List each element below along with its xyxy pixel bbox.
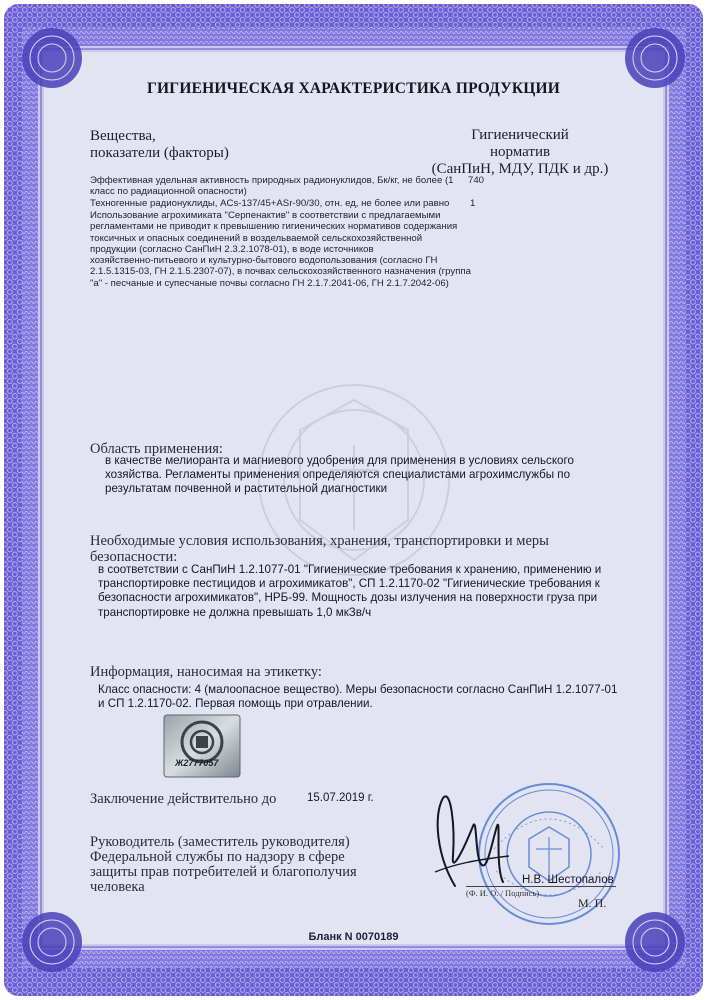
factor-value: 1 bbox=[470, 198, 476, 209]
hologram-icon bbox=[163, 714, 241, 778]
scope-line: в качестве мелиоранта и магниевого удобрения для применения в условиях сельского bbox=[105, 454, 574, 467]
head-title-line: Руководитель (заместитель руководителя) bbox=[90, 834, 350, 850]
factor-line: класс по радиационной опасности) bbox=[90, 186, 247, 198]
usage-line: хозяйственно-питьевого и культурно-бытового водопользования (согласно ГН bbox=[90, 255, 438, 267]
label-info-line: и СП 1.2.1170-02. Первая помощь при отравлении. bbox=[98, 697, 373, 711]
document-title: ГИГИЕНИЧЕСКАЯ ХАРАКТЕРИСТИКА ПРОДУКЦИИ bbox=[146, 80, 561, 97]
usage-line: 2.1.5.1315-03, ГН 2.1.5.2307-07), в почвах сельскохозяйственного назначения (группа bbox=[90, 266, 471, 278]
head-title-line: человека bbox=[90, 879, 145, 895]
conditions-line: безопасности агрохимикатов", НРБ-99. Мощность дозы излучения на поверхности груза при bbox=[98, 591, 598, 605]
scope-line: хозяйства. Регламенты применения определяются специалистами агрохимслужбы по bbox=[105, 468, 571, 482]
conditions-label-line: Необходимые условия использования, хранения, транспортировки и меры bbox=[90, 533, 549, 549]
usage-paragraph bbox=[90, 210, 510, 289]
head-title bbox=[90, 835, 450, 895]
scope-line: результатам почвенной и растительной диагностики bbox=[105, 482, 388, 496]
factor-row bbox=[90, 175, 460, 198]
factor-value: 740 bbox=[468, 175, 485, 186]
head-title-line: защиты прав потребителей и благополучия bbox=[90, 864, 357, 880]
conditions-line: транспортировке не должна превышать 1,0 мкЗв/ч bbox=[98, 605, 372, 619]
label-info-line: Класс опасности: 4 (малоопасное вещество). Меры безопасности согласно СанПиН 1.2.1077-01 bbox=[98, 683, 618, 696]
blank-number: Бланк N 0070189 bbox=[308, 931, 399, 943]
right-column-header bbox=[420, 127, 620, 178]
head-name: Н.В. Шестопалов bbox=[522, 874, 614, 886]
head-title-line: Федеральной службы по надзору в сфере bbox=[90, 849, 345, 865]
label-info-label: Информация, наносимая на этикетку: bbox=[90, 664, 322, 680]
factor-line: Техногенные радионуклиды, ACs-137/45+ASr-90/30, отн. ед, не более или равно bbox=[90, 198, 450, 209]
hologram-seal bbox=[163, 714, 241, 778]
usage-line: продукции (согласно СанПиН 2.3.2.1078-01), в воде источников bbox=[90, 243, 374, 255]
conditions-label bbox=[90, 533, 650, 565]
usage-line: Использование агрохимиката "Серпенактив" в соответствии с предлагаемыми bbox=[90, 210, 441, 221]
left-header-line: показатели (факторы) bbox=[90, 145, 229, 161]
validity-date: 15.07.2019 г. bbox=[307, 792, 374, 804]
label-info-text bbox=[98, 683, 658, 711]
factor-row bbox=[90, 198, 470, 209]
usage-line: "а" - песчаные и супесчаные почвы согласно ГН 2.1.7.2041-06, ГН 2.1.7.2042-06) bbox=[90, 277, 449, 289]
conditions-text bbox=[98, 563, 658, 620]
usage-line: токсичных и опасных соединений в воздельваемой сельскохозяйственной bbox=[90, 232, 423, 244]
scope-text bbox=[105, 454, 645, 497]
stamp-place-label: М. П. bbox=[578, 896, 607, 910]
left-header-line: Вещества, bbox=[90, 128, 156, 144]
usage-line: регламентами не приводит к превышению гигиенических нормативов содержания bbox=[90, 221, 458, 233]
scope-label: Область применения: bbox=[90, 441, 223, 457]
right-header-line: норматив bbox=[489, 144, 551, 160]
left-column-header bbox=[90, 128, 229, 162]
validity-label: Заключение действительно до bbox=[90, 791, 277, 807]
conditions-line: в соответствии с СанПиН 1.2.1077-01 "Гигиенические требования к хранению, применению и bbox=[98, 563, 602, 576]
factor-line: Эффективная удельная активность природных радионуклидов, Бк/кг, не более (1 bbox=[90, 175, 454, 186]
hologram-code: Ж2777057 bbox=[175, 758, 219, 768]
conditions-line: транспортировке пестицидов и агрохимикатов", СП 1.2.1170-02 "Гигиенические требования к bbox=[98, 577, 600, 591]
name-caption: (Ф. И. О. / Подпись) bbox=[466, 886, 616, 898]
right-header-line: (СанПиН, МДУ, ПДК и др.) bbox=[431, 161, 609, 177]
conditions-label-line: безопасности: bbox=[90, 549, 178, 565]
right-header-line: Гигиенический bbox=[471, 127, 569, 143]
